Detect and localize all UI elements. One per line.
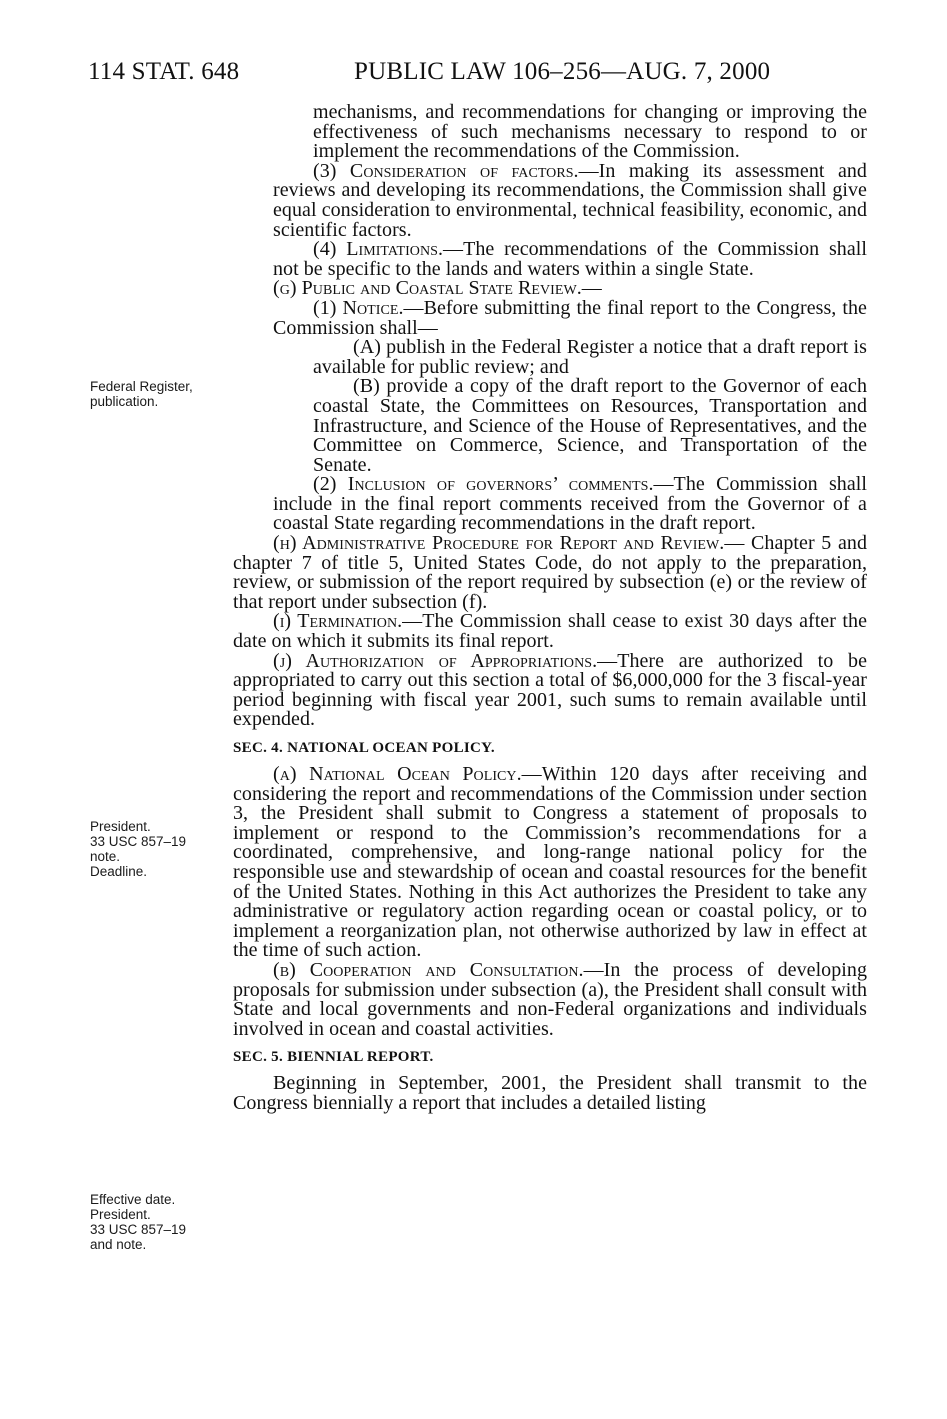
margin-note-line: note. [90,849,121,864]
paragraph-text: —Before submitting the final report to the Congress, the Commission shall— [273,296,867,339]
paragraph-text: —The Commission shall include in the final report comments received from the Governor of a coastal State regarding recommendations in the draft report. [273,473,867,535]
statute-body [233,103,867,1114]
margin-note-line: 33 USC 857–19 [90,834,187,849]
section-5-heading: SEC. 5. BIENNIAL REPORT. [233,1049,434,1066]
subsection-heading: (g) Public and Coastal State Review. [273,277,582,300]
margin-note-line: President. [90,1207,151,1222]
subsection-heading: (a) National Ocean Policy. [273,763,522,785]
paragraph-continuation: mechanisms, and recommendations for changing or improving the effectiveness of such mechanisms necessary to respond to or implement the recommendations of the Commission. [313,101,867,163]
public-law-citation: PUBLIC LAW 106–256—AUG. 7, 2000 [354,58,771,85]
margin-note-effective-date [90,1192,205,1252]
subsection-j [233,649,867,731]
subsection-h [233,534,867,612]
subparagraph-g-b: (B) provide a copy of the draft report to the Governor of each coastal State, the Committees on Resources, Transportation and Infrastructure, and Science of the House of Representatives, and the Committee on Commerce, Science, and Transportation of the Senate. [313,375,867,476]
subsection-text: —There are authorized to be appropriated to carry out this section a total of $6,000,000 for the 3 fiscal-year period beginning with fiscal year 2001, such sums to remain available until expended. [233,649,867,731]
subsection-heading: (j) Authorization of Appropriations. [273,649,598,672]
subparagraph-g-a: (A) publish in the Federal Register a notice that a draft report is available for public review; and [313,336,867,378]
subsection-text: —The Commission shall cease to exist 30 days after the date on which it submits its final report. [233,610,867,653]
subsection-text: —Within 120 days after receiving and considering the report and recommendations of the Commission under section 3, the President shall submit to Congress a statement of proposals to implement or respond to the Commission’s recommendations for a coordinated, comprehensive, and long-range national policy for the responsible use and stewardship of ocean and coastal resources for the benefit of the United States. Nothing in this Act authorizes the President to take any administrative or regulatory action regarding ocean or coastal policy, or to implement a reorganization plan, not otherwise authorized by law in effect at the time of such action. [233,763,868,962]
paragraph-f3 [233,159,867,241]
section-5-text: Beginning in September, 2001, the President shall transmit to the Congress biennially a report that includes a detailed listing [233,1072,867,1114]
subsection-i [233,612,867,651]
paragraph-heading: (1) Notice. [313,296,404,319]
margin-note-line: Effective date. [90,1192,176,1207]
paragraph-heading: (3) Consideration of factors. [313,159,579,182]
margin-note-line: 33 USC 857–19 [90,1222,187,1237]
subsection-text: — Chapter 5 and chapter 7 of title 5, United States Code, do not apply to the preparation, review, or submission of the report required by subsection (e) or the review of that report under subsection (f). [233,532,868,613]
margin-note-line: President. [90,819,151,834]
margin-note-president-deadline [90,819,205,879]
paragraph-heading: (2) Inclusion of governors’ comments. [313,473,654,496]
margin-note-line: Federal Register, [90,379,193,394]
subsection-heading: (h) Administrative Procedure for Report and Review. [273,532,725,555]
subsection-dash: — [581,277,602,300]
paragraph-heading: (4) Limitations. [313,238,444,261]
subsection-heading: (b) Cooperation and Consultation. [273,958,584,981]
margin-note-line: publication. [90,394,159,409]
subsection-text: —In the process of developing proposals for submission under subsection (a), the President shall consult with State and local governments and non-Federal organizations and individuals involved in ocean and coastal activities. [233,958,867,1040]
section-4-subsection-b [233,958,867,1040]
paragraph-g2 [233,475,867,534]
page-header [88,58,859,88]
paragraph-text: —The recommendations of the Commission shall not be specific to the lands and waters within a single State. [273,238,867,280]
section-4-subsection-a [233,765,867,961]
section-4-heading: SEC. 4. NATIONAL OCEAN POLICY. [233,740,495,756]
subsection-heading: (i) Termination. [273,610,403,633]
margin-note-line: and note. [90,1237,147,1252]
paragraph-text: —In making its assessment and reviews and developing its recommendations, the Commission shall give equal consideration to environmental, technical feasibility, economic, and scientific factors. [273,159,867,241]
paragraph-f4 [233,240,867,279]
margin-note-federal-register [90,379,205,409]
margin-note-line: Deadline. [90,864,148,879]
paragraph-g1 [233,296,867,339]
statute-page-number: 114 STAT. 648 [88,58,240,85]
